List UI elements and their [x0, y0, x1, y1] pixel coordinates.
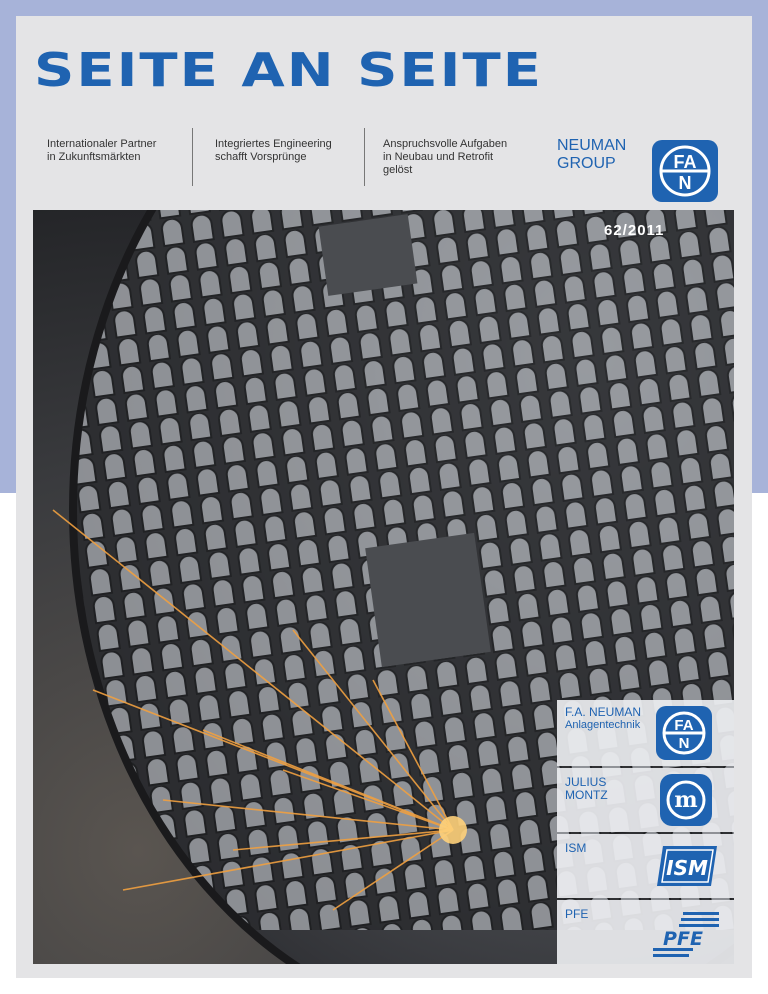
brand-box-pfe: [557, 900, 734, 964]
brand-box-fa-neuman: [557, 700, 734, 766]
svg-text:N: N: [678, 173, 692, 193]
svg-text:ISM: ISM: [666, 856, 708, 880]
brand-box-ism: [557, 834, 734, 898]
brand-name: ISM: [565, 841, 587, 855]
tagline-3: Anspruchsvolle Aufgaben in Neubau und Retrofit gelöst: [383, 138, 508, 176]
svg-text:FA: FA: [673, 152, 697, 172]
svg-text:FA: FA: [674, 717, 694, 734]
tagline-1: Internationaler Partner in Zukunftsmärkten: [47, 138, 157, 163]
tagline-divider: [192, 128, 193, 186]
neuman-group-name: NEUMAN GROUP: [557, 137, 627, 172]
ism-logo-icon: [655, 844, 719, 888]
magazine-title: SEITE AN SEITE: [34, 44, 543, 98]
svg-text:m: m: [674, 787, 698, 813]
pfe-logo-icon: [649, 908, 721, 958]
montz-m-logo-icon: [660, 774, 712, 826]
tagline-2: Integriertes Engineering schafft Vorsprünge: [215, 138, 332, 163]
issue-number: 62/2011: [604, 222, 665, 239]
svg-text:PFE: PFE: [663, 928, 703, 950]
fan-logo-icon: [652, 140, 718, 202]
svg-text:N: N: [678, 735, 690, 752]
tagline-divider: [364, 128, 365, 186]
brand-name: PFE: [565, 907, 589, 921]
brand-name: F.A. NEUMAN Anlagentechnik: [565, 705, 642, 731]
brand-name: JULIUS MONTZ: [565, 775, 608, 802]
fan-logo-icon: [656, 706, 712, 760]
brand-box-julius-montz: [557, 768, 734, 832]
